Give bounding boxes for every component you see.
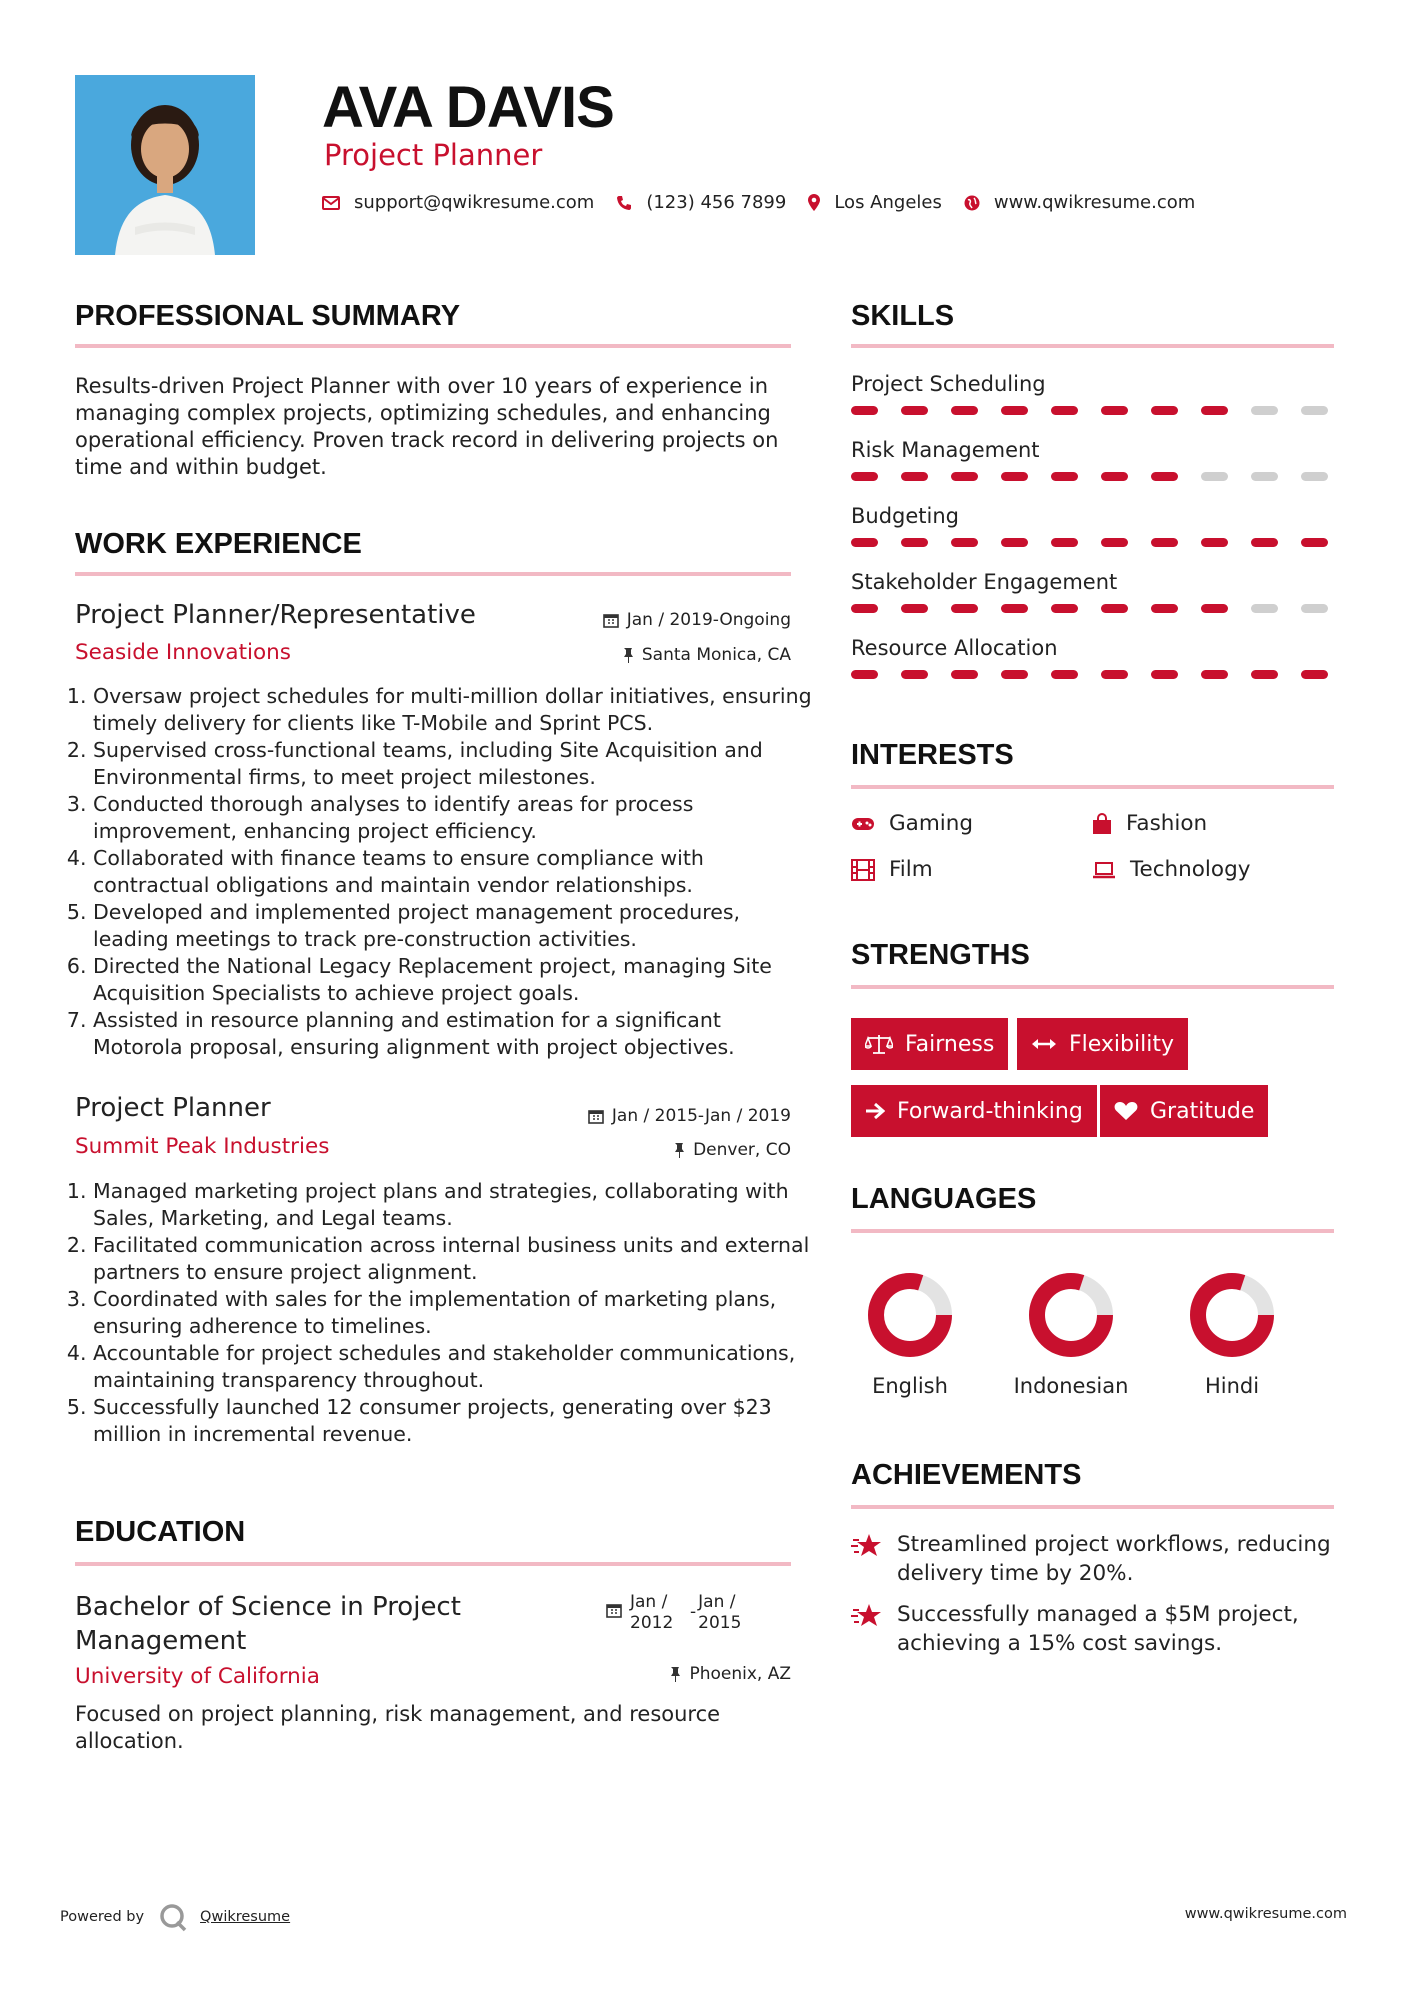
skill-level-segment-filled bbox=[1001, 670, 1028, 679]
skill-name: Risk Management bbox=[851, 438, 1040, 462]
phone-icon bbox=[616, 195, 632, 211]
school-name: University of California bbox=[75, 1664, 320, 1689]
strengths-heading: STRENGTHS bbox=[851, 939, 1030, 971]
contact-location bbox=[808, 192, 942, 213]
interests-divider bbox=[851, 785, 1334, 789]
calendar-icon bbox=[603, 612, 619, 628]
skill-level-segment-filled bbox=[1001, 538, 1028, 547]
education-dates bbox=[606, 1592, 748, 1634]
skill-level-segment-filled bbox=[1051, 406, 1078, 415]
language-proficiency-donut bbox=[1187, 1270, 1277, 1360]
skill-level-segment-filled bbox=[901, 538, 928, 547]
skill-level-segment-filled bbox=[901, 472, 928, 481]
summary-text: Results-driven Project Planner with over 10 years of experience in managing complex projects, optimizing schedules, and enhancing operational efficiency. Proven track record in delivering projects on time and within budget. bbox=[75, 374, 779, 479]
education-heading: EDUCATION bbox=[75, 1516, 246, 1548]
skill-level-segment-filled bbox=[1101, 538, 1128, 547]
skill-name: Project Scheduling bbox=[851, 372, 1046, 396]
list-item: 4. Accountable for project schedules and stakeholder communications, maintaining transparency throughout. bbox=[93, 1340, 813, 1394]
skill-row bbox=[851, 636, 1334, 702]
achievement-text: Successfully managed a $5M project, achieving a 15% cost savings. bbox=[897, 1602, 1299, 1656]
skill-level-segment-filled bbox=[1051, 604, 1078, 613]
skill-level-segment-filled bbox=[851, 472, 878, 481]
candidate-role: Project Planner bbox=[324, 138, 543, 172]
email-text: support@qwikresume.com bbox=[354, 192, 595, 213]
company-name: Seaside Innovations bbox=[75, 640, 291, 665]
footer-website[interactable]: www.qwikresume.com bbox=[1184, 1906, 1347, 1922]
job-location bbox=[622, 645, 791, 665]
skill-level-bar bbox=[851, 472, 1334, 481]
skill-level-segment-filled bbox=[951, 604, 978, 613]
job-dates bbox=[588, 1106, 791, 1126]
job-dates-text: Jan / 2019-Ongoing bbox=[626, 610, 791, 630]
skill-level-segment-filled bbox=[1051, 670, 1078, 679]
envelope-icon bbox=[322, 196, 340, 210]
interest-item bbox=[851, 857, 933, 882]
skill-row bbox=[851, 504, 1334, 570]
summary-divider bbox=[75, 344, 791, 348]
skill-level-segment-filled bbox=[1151, 538, 1178, 547]
skill-level-bar bbox=[851, 538, 1334, 547]
skill-level-segment-filled bbox=[1151, 604, 1178, 613]
phone-text: (123) 456 7899 bbox=[646, 192, 787, 213]
strength-label: Flexibility bbox=[1069, 1031, 1174, 1057]
education-description: Focused on project planning, risk management, and resource allocation. bbox=[75, 1702, 721, 1753]
languages-divider bbox=[851, 1229, 1334, 1233]
language-proficiency-donut bbox=[865, 1270, 955, 1360]
job-dates-text: Jan / 2015-Jan / 2019 bbox=[611, 1106, 791, 1126]
interest-item bbox=[851, 811, 973, 836]
list-item: 1. Managed marketing project plans and strategies, collaborating with Sales, Marketing, and Legal teams. bbox=[93, 1178, 813, 1232]
skill-level-bar bbox=[851, 406, 1334, 415]
footer-branding bbox=[60, 1902, 290, 1932]
map-pin-icon bbox=[808, 194, 820, 211]
achievement-item bbox=[851, 1600, 1334, 1658]
skill-level-segment-filled bbox=[901, 670, 928, 679]
skill-level-bar bbox=[851, 604, 1334, 613]
language-name: English bbox=[872, 1374, 948, 1398]
contact-phone[interactable] bbox=[616, 192, 786, 213]
skill-level-segment-filled bbox=[1001, 472, 1028, 481]
achievements-divider bbox=[851, 1505, 1334, 1509]
profile-photo bbox=[75, 75, 255, 255]
skill-level-segment-filled bbox=[1101, 406, 1128, 415]
balance-scale-icon bbox=[865, 1033, 893, 1055]
skill-level-segment-empty bbox=[1251, 604, 1278, 613]
strength-label: Forward-thinking bbox=[897, 1098, 1083, 1124]
achievements-heading: ACHIEVEMENTS bbox=[851, 1459, 1082, 1491]
skill-level-segment-filled bbox=[1201, 604, 1228, 613]
skill-level-segment-filled bbox=[1001, 604, 1028, 613]
skill-level-segment-filled bbox=[1151, 472, 1178, 481]
powered-by-label: Powered by bbox=[60, 1909, 145, 1925]
list-item: 2. Supervised cross-functional teams, including Site Acquisition and Environmental firms, to meet project milestones. bbox=[93, 737, 813, 791]
star-award-icon bbox=[851, 1602, 883, 1630]
shopping-bag-icon bbox=[1092, 813, 1112, 835]
language-item bbox=[835, 1270, 985, 1398]
skills-list bbox=[851, 372, 1334, 702]
language-item bbox=[1157, 1270, 1307, 1398]
job-title: Project Planner/Representative bbox=[75, 600, 476, 630]
job-location-text: Santa Monica, CA bbox=[641, 645, 791, 665]
skill-level-segment-filled bbox=[1201, 406, 1228, 415]
strength-label: Fairness bbox=[905, 1031, 995, 1057]
company-name: Summit Peak Industries bbox=[75, 1134, 330, 1159]
skill-level-segment-filled bbox=[1151, 406, 1178, 415]
languages-heading: LANGUAGES bbox=[851, 1183, 1037, 1215]
arrow-right-icon bbox=[865, 1102, 885, 1120]
skill-level-segment-empty bbox=[1301, 604, 1328, 613]
language-name: Indonesian bbox=[1013, 1374, 1129, 1398]
skills-heading: SKILLS bbox=[851, 300, 955, 332]
job-bullets bbox=[75, 1178, 813, 1448]
job-dates bbox=[603, 610, 791, 630]
film-icon bbox=[851, 859, 875, 881]
skill-level-segment-filled bbox=[951, 406, 978, 415]
calendar-icon bbox=[588, 1108, 604, 1124]
list-item: 2. Facilitated communication across internal business units and external partners to ensure project alignment. bbox=[93, 1232, 813, 1286]
education-location bbox=[669, 1664, 791, 1684]
qwikresume-logo-icon bbox=[158, 1902, 188, 1932]
skill-name: Stakeholder Engagement bbox=[851, 570, 1118, 594]
skill-level-segment-filled bbox=[851, 406, 878, 415]
achievement-text: Streamlined project workflows, reducing delivery time by 20%. bbox=[897, 1532, 1331, 1586]
interest-label: Gaming bbox=[889, 811, 974, 836]
list-item: 5. Developed and implemented project management procedures, leading meetings to track pre-construction activities. bbox=[93, 899, 813, 953]
star-award-icon bbox=[851, 1532, 883, 1560]
experience-heading: WORK EXPERIENCE bbox=[75, 528, 362, 560]
skill-level-segment-filled bbox=[951, 538, 978, 547]
skill-level-segment-filled bbox=[1201, 538, 1228, 547]
contact-email[interactable] bbox=[322, 192, 594, 213]
list-item: 3. Conducted thorough analyses to identify areas for process improvement, enhancing project efficiency. bbox=[93, 791, 813, 845]
job-title: Project Planner bbox=[75, 1093, 271, 1123]
skill-level-segment-filled bbox=[901, 604, 928, 613]
skill-level-segment-filled bbox=[1251, 538, 1278, 547]
language-proficiency-donut bbox=[1026, 1270, 1116, 1360]
education-start-date: Jan / 2012 bbox=[630, 1592, 674, 1633]
skill-level-segment-filled bbox=[1201, 670, 1228, 679]
candidate-name: AVA DAVIS bbox=[322, 75, 614, 140]
job-location-text: Denver, CO bbox=[693, 1140, 791, 1160]
achievement-item bbox=[851, 1530, 1334, 1588]
education-location-text: Phoenix, AZ bbox=[689, 1664, 791, 1684]
strength-tag bbox=[1017, 1018, 1188, 1070]
skill-level-segment-filled bbox=[1151, 670, 1178, 679]
gamepad-icon bbox=[851, 816, 875, 832]
list-item: 7. Assisted in resource planning and estimation for a significant Motorola proposal, ensuring alignment with project objectives. bbox=[93, 1007, 813, 1061]
skill-level-bar bbox=[851, 670, 1334, 679]
skill-level-segment-filled bbox=[1101, 670, 1128, 679]
skill-level-segment-filled bbox=[951, 472, 978, 481]
skill-level-segment-filled bbox=[1051, 472, 1078, 481]
interest-label: Technology bbox=[1130, 857, 1251, 882]
skill-level-segment-filled bbox=[1251, 670, 1278, 679]
skill-level-segment-filled bbox=[951, 670, 978, 679]
skill-level-segment-filled bbox=[1301, 670, 1328, 679]
degree-title: Bachelor of Science in Project Management bbox=[75, 1592, 461, 1656]
list-item: 6. Directed the National Legacy Replacement project, managing Site Acquisition Specialists to achieve project goals. bbox=[93, 953, 813, 1007]
strength-label: Gratitude bbox=[1150, 1098, 1255, 1124]
summary-heading: PROFESSIONAL SUMMARY bbox=[75, 300, 461, 332]
list-item: 1. Oversaw project schedules for multi-million dollar initiatives, ensuring timely delivery for clients like T-Mobile and Sprint PCS. bbox=[93, 683, 813, 737]
pushpin-icon bbox=[669, 1666, 681, 1682]
contact-bar bbox=[322, 192, 1217, 213]
interest-item bbox=[1092, 857, 1250, 882]
skill-level-segment-empty bbox=[1201, 472, 1228, 481]
skill-row bbox=[851, 438, 1334, 504]
job-location bbox=[673, 1140, 791, 1160]
skill-level-segment-filled bbox=[1051, 538, 1078, 547]
skill-level-segment-empty bbox=[1301, 406, 1328, 415]
skill-level-segment-empty bbox=[1301, 472, 1328, 481]
skill-level-segment-filled bbox=[851, 604, 878, 613]
arrows-horizontal-icon bbox=[1031, 1037, 1057, 1051]
laptop-icon bbox=[1092, 861, 1116, 879]
interests-heading: INTERESTS bbox=[851, 739, 1014, 771]
skill-level-segment-filled bbox=[1101, 472, 1128, 481]
skill-level-segment-filled bbox=[851, 670, 878, 679]
interest-label: Film bbox=[889, 857, 933, 882]
language-name: Hindi bbox=[1204, 1374, 1260, 1398]
contact-website[interactable] bbox=[964, 192, 1195, 213]
heart-icon bbox=[1114, 1101, 1138, 1121]
list-item: 3. Coordinated with sales for the implementation of marketing plans, ensuring adherence to timelines. bbox=[93, 1286, 813, 1340]
list-item: 4. Collaborated with finance teams to ensure compliance with contractual obligations and maintain vendor relationships. bbox=[93, 845, 813, 899]
website-text: www.qwikresume.com bbox=[993, 192, 1196, 213]
skill-row bbox=[851, 372, 1334, 438]
skill-row bbox=[851, 570, 1334, 636]
skill-level-segment-filled bbox=[1101, 604, 1128, 613]
strengths-divider bbox=[851, 985, 1334, 989]
skill-level-segment-filled bbox=[851, 538, 878, 547]
interest-label: Fashion bbox=[1126, 811, 1208, 836]
strength-tag bbox=[851, 1085, 1097, 1137]
skill-name: Resource Allocation bbox=[851, 636, 1058, 660]
pushpin-icon bbox=[622, 647, 634, 663]
education-date-separator: - bbox=[690, 1602, 697, 1622]
job-bullets bbox=[75, 683, 813, 1061]
list-item: 5. Successfully launched 12 consumer projects, generating over $23 million in incremental revenue. bbox=[93, 1394, 813, 1448]
skill-level-segment-filled bbox=[1001, 406, 1028, 415]
skill-name: Budgeting bbox=[851, 504, 960, 528]
education-divider bbox=[75, 1562, 791, 1566]
experience-divider bbox=[75, 572, 791, 576]
calendar-icon bbox=[606, 1602, 622, 1618]
brand-link[interactable]: Qwikresume bbox=[200, 1909, 291, 1925]
interest-item bbox=[1092, 811, 1207, 836]
education-end-date: Jan / 2015 bbox=[698, 1592, 742, 1633]
globe-icon bbox=[964, 195, 980, 211]
skill-level-segment-filled bbox=[1301, 538, 1328, 547]
strength-tag bbox=[1100, 1085, 1268, 1137]
skill-level-segment-filled bbox=[901, 406, 928, 415]
strength-tag bbox=[851, 1018, 1008, 1070]
skill-level-segment-empty bbox=[1251, 472, 1278, 481]
location-text: Los Angeles bbox=[834, 192, 942, 213]
skill-level-segment-empty bbox=[1251, 406, 1278, 415]
pushpin-icon bbox=[673, 1142, 685, 1158]
skills-divider bbox=[851, 344, 1334, 348]
language-item bbox=[996, 1270, 1146, 1398]
